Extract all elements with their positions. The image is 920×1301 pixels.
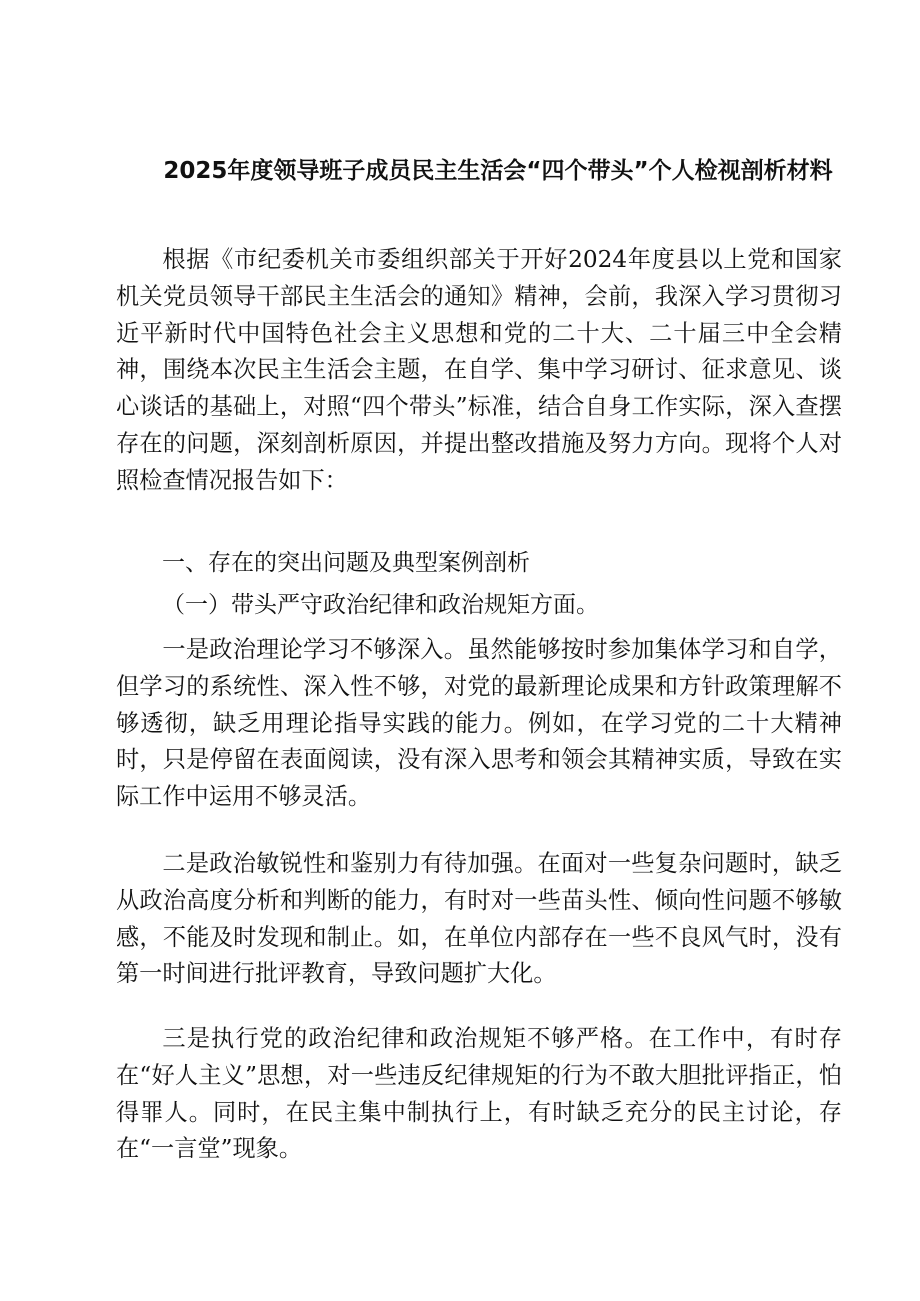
- body-paragraph: 一是政治理论学习不够深入。虽然能够按时参加集体学习和自学，但学习的系统性、深入性不够，对党的最新理论成果和方针政策理解不够透彻，缺乏用理论指导实践的能力。例如，在学习党的二十大精神时，只是停留在表面阅读，没有深入思考和领会其精神实质，导致在实际工作中运用不够灵活。: [116, 636, 842, 811]
- document-title: 2025年度领导班子成员民主生活会“四个带头”个人检视剖析材料: [163, 158, 833, 184]
- intro-paragraph-block: [116, 242, 842, 500]
- body-paragraph: 二是政治敏锐性和鉴别力有待加强。在面对一些复杂问题时，缺乏从政治高度分析和判断的能力，有时对一些苗头性、倾向性问题不够敏感，不能及时发现和制止。如，在单位内部存在一些不良风气时，没有第一时间进行批评教育，导致问题扩大化。: [116, 850, 842, 988]
- section-heading: 一、存在的突出问题及典型案例剖析: [162, 550, 530, 576]
- subsection-heading: （一）带头严守政治纪律和政治规矩方面。: [162, 592, 599, 618]
- paragraph-block-1: [116, 632, 842, 816]
- intro-paragraph: 根据《市纪委机关市委组织部关于开好2024年度县以上党和国家机关党员领导干部民主生活会的通知》精神，会前，我深入学习贯彻习近平新时代中国特色社会主义思想和党的二十大、二十届三中全会精神，围绕本次民主生活会主题，在自学、集中学习研讨、征求意见、谈心谈话的基础上，对照“四个带头”标准，结合自身工作实际，深入查摆存在的问题，深刻剖析原因，并提出整改措施及努力方向。现将个人对照检查情况报告如下：: [116, 246, 842, 494]
- body-paragraph: 三是执行党的政治纪律和政治规矩不够严格。在工作中，有时存在“好人主义”思想，对一些违反纪律规矩的行为不敢大胆批评指正，怕得罪人。同时，在民主集中制执行上，有时缺乏充分的民主讨论，存在“一言堂”现象。: [116, 1025, 842, 1163]
- paragraph-block-3: [116, 1021, 842, 1168]
- paragraph-block-2: [116, 846, 842, 993]
